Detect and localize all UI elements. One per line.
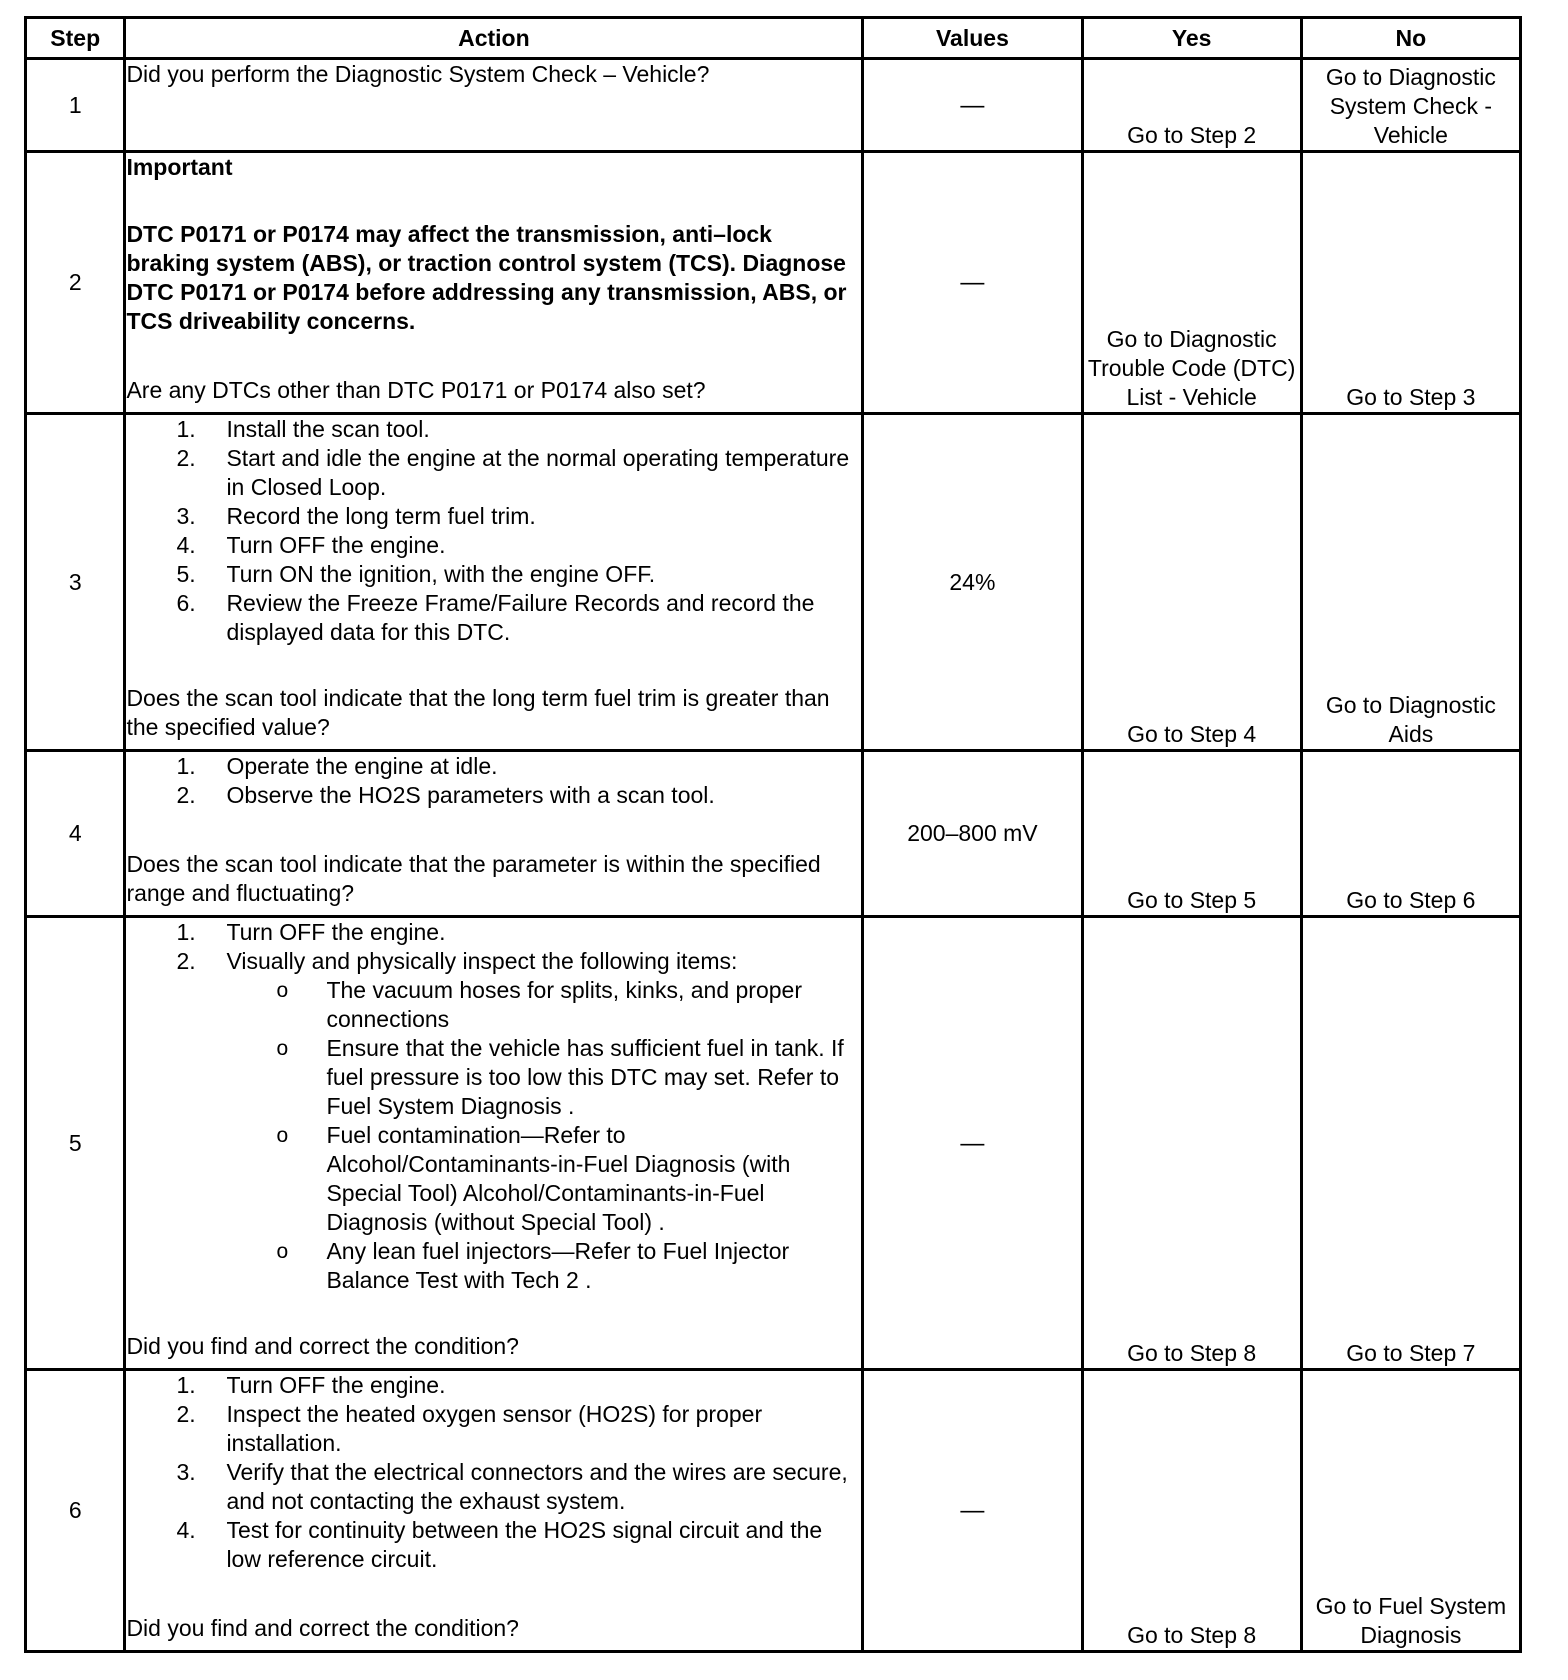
step-number: 2 xyxy=(26,152,125,414)
header-step: Step xyxy=(26,18,125,59)
header-yes: Yes xyxy=(1082,18,1301,59)
step-number: 5 xyxy=(26,917,125,1370)
values-cell xyxy=(863,1370,1082,1652)
action-content xyxy=(126,752,861,908)
important-body: DTC P0171 or P0174 may affect the transmission, anti–lock braking system (ABS), or traction control system (TCS). Diagnose DTC P0171 or P0174 before addressing any transmission, ABS, or TCS driveability concerns. xyxy=(126,221,847,334)
action-steps-list xyxy=(126,918,861,1295)
list-item: 2. Visually and physically inspect the following items: o The vacuum hoses for splits, kinks, and proper connections o Ensure that the vehicle has sufficient fuel in tank. If fuel pressure is too low this DTC may set. Refer to Fuel System Diagnosis . o Fuel contamination—Refer to Alcohol/Contaminants-in-Fuel Diagnosis (with Special Tool) Alcohol/Contaminants-in-Fuel Diagnosis (without Special Tool) . o Any lean fuel injectors—Refer to Fuel Injector Balance Test with Tech 2 . xyxy=(126,947,861,1295)
action-question: Are any DTCs other than DTC P0171 or P0174 also set? xyxy=(126,377,706,403)
action-question: Does the scan tool indicate that the parameter is within the specified range and fluctuating? xyxy=(126,851,821,906)
important-note xyxy=(126,153,861,336)
important-title: Important xyxy=(126,154,233,180)
table-row-step-6 xyxy=(26,1370,1521,1652)
list-item: 2. Start and idle the engine at the normal operating temperature in Closed Loop. xyxy=(176,445,850,500)
values-cell: 200–800 mV xyxy=(863,751,1082,917)
action-question: Does the scan tool indicate that the long term fuel trim is greater than the specified value? xyxy=(126,685,830,740)
list-item: 4. Test for continuity between the HO2S signal circuit and the low reference circuit. xyxy=(176,1517,823,1572)
yes-cell: Go to Step 2 xyxy=(1082,59,1301,152)
no-cell: Go to Diagnostic System Check - Vehicle xyxy=(1301,59,1520,152)
step-number: 4 xyxy=(26,751,125,917)
step-number: 1 xyxy=(26,59,125,152)
no-cell: Go to Diagnostic Aids xyxy=(1301,414,1520,751)
list-item: 3. Record the long term fuel trim. xyxy=(176,503,536,529)
values-text: — xyxy=(960,1129,985,1157)
action-content xyxy=(126,1371,861,1643)
list-item: 5. Turn ON the ignition, with the engine OFF. xyxy=(176,561,656,587)
header-row xyxy=(26,18,1521,59)
sublist-item: o Ensure that the vehicle has sufficient fuel in tank. If fuel pressure is too low this DTC may set. Refer to Fuel System Diagnosis . xyxy=(276,1035,844,1119)
header-no: No xyxy=(1301,18,1520,59)
sublist-item: o Fuel contamination—Refer to Alcohol/Contaminants-in-Fuel Diagnosis (with Special Tool) Alcohol/Contaminants-in-Fuel Diagnosis (without Special Tool) . xyxy=(276,1122,791,1235)
action-content xyxy=(126,153,861,405)
no-cell: Go to Step 3 xyxy=(1301,152,1520,414)
table-row-step-1 xyxy=(26,59,1521,152)
sublist-item: o Any lean fuel injectors—Refer to Fuel Injector Balance Test with Tech 2 . xyxy=(276,1238,790,1293)
table-row-step-3 xyxy=(26,414,1521,751)
list-item: 2. Observe the HO2S parameters with a scan tool. xyxy=(176,782,715,808)
list-item: 1. Install the scan tool. xyxy=(176,416,430,442)
yes-cell: Go to Step 4 xyxy=(1082,414,1301,751)
sublist-item: o The vacuum hoses for splits, kinks, and proper connections xyxy=(276,977,802,1032)
action-question: Did you find and correct the condition? xyxy=(126,1615,519,1641)
inspection-sublist xyxy=(226,976,861,1295)
table-row-step-4 xyxy=(26,751,1521,917)
action-question: Did you find and correct the condition? xyxy=(126,1333,519,1359)
action-cell xyxy=(125,751,863,917)
list-item: 1. Turn OFF the engine. xyxy=(176,1372,446,1398)
action-cell xyxy=(125,917,863,1370)
action-cell xyxy=(125,152,863,414)
action-steps-list xyxy=(126,415,861,647)
action-cell xyxy=(125,1370,863,1652)
table-row-step-2 xyxy=(26,152,1521,414)
step-number: 3 xyxy=(26,414,125,751)
list-item: 4. Turn OFF the engine. xyxy=(176,532,446,558)
values-text: — xyxy=(960,91,985,119)
list-item: 1. Operate the engine at idle. xyxy=(176,753,498,779)
yes-cell: Go to Step 5 xyxy=(1082,751,1301,917)
action-steps-list xyxy=(126,752,861,810)
yes-cell: Go to Step 8 xyxy=(1082,917,1301,1370)
step-number: 6 xyxy=(26,1370,125,1652)
table-row-step-5 xyxy=(26,917,1521,1370)
yes-cell: Go to Diagnostic Trouble Code (DTC) List - Vehicle xyxy=(1082,152,1301,414)
action-question: Did you perform the Diagnostic System Check – Vehicle? xyxy=(126,61,710,87)
header-action: Action xyxy=(125,18,863,59)
action-content xyxy=(126,918,861,1361)
yes-cell: Go to Step 8 xyxy=(1082,1370,1301,1652)
values-cell xyxy=(863,917,1082,1370)
values-cell xyxy=(863,152,1082,414)
list-item: 1. Turn OFF the engine. xyxy=(176,919,446,945)
values-cell: 24% xyxy=(863,414,1082,751)
no-cell: Go to Step 7 xyxy=(1301,917,1520,1370)
values-cell xyxy=(863,59,1082,152)
action-cell xyxy=(125,414,863,751)
action-content xyxy=(126,415,861,742)
diagnostic-table xyxy=(24,16,1522,1653)
action-steps-list xyxy=(126,1371,861,1574)
values-text: — xyxy=(960,1497,985,1524)
list-item: 3. Verify that the electrical connectors and the wires are secure, and not contacting the exhaust system. xyxy=(176,1459,848,1514)
header-values: Values xyxy=(863,18,1082,59)
values-text: — xyxy=(960,269,985,296)
no-cell: Go to Fuel System Diagnosis xyxy=(1301,1370,1520,1652)
action-cell xyxy=(125,59,863,152)
list-item: 6. Review the Freeze Frame/Failure Records and record the displayed data for this DTC. xyxy=(176,590,815,645)
list-item: 2. Inspect the heated oxygen sensor (HO2S) for proper installation. xyxy=(176,1401,763,1456)
no-cell: Go to Step 6 xyxy=(1301,751,1520,917)
